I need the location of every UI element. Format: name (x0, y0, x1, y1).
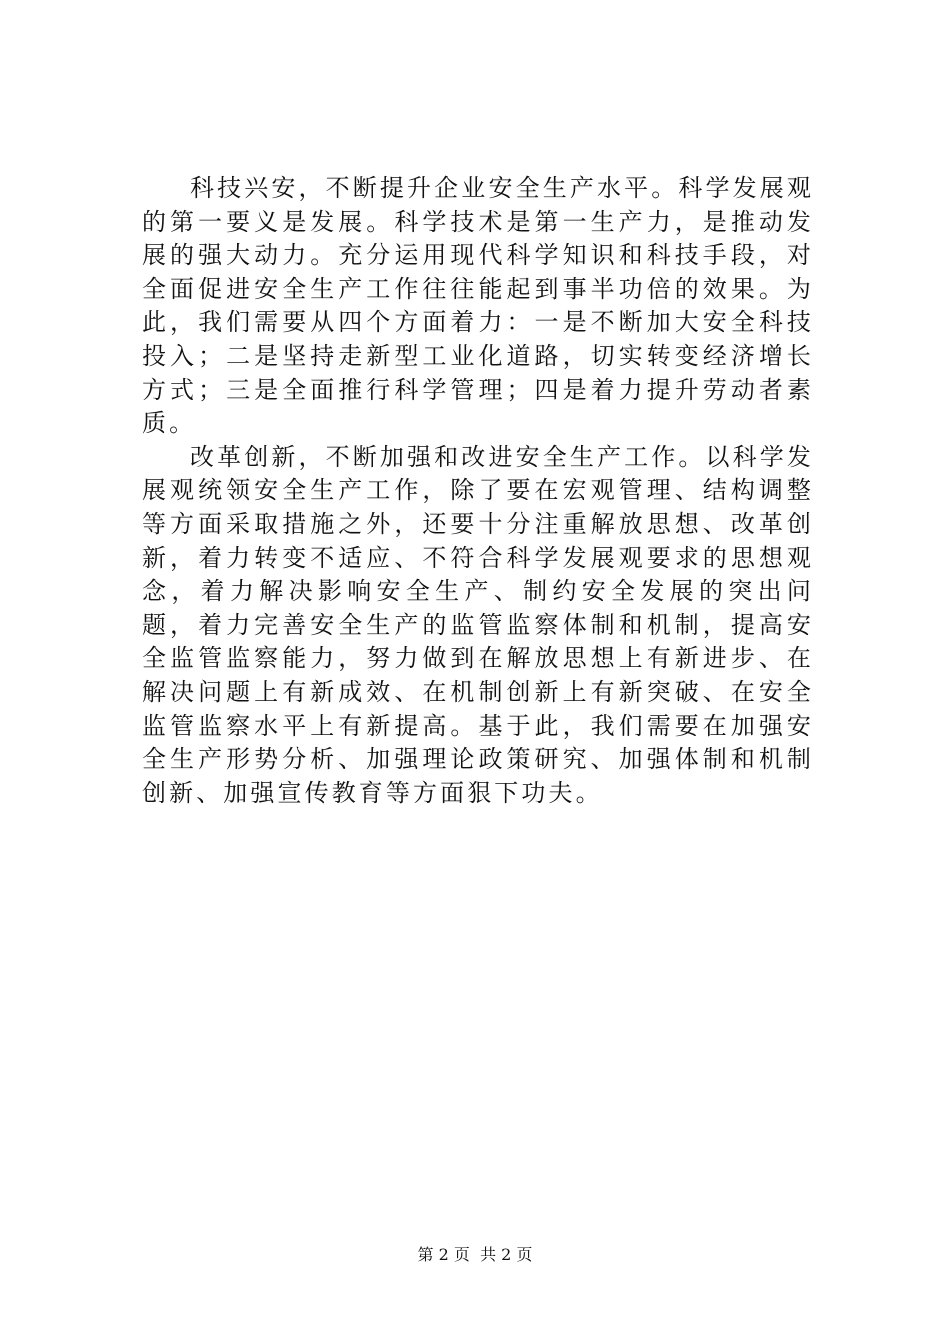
page-footer (0, 1244, 950, 1266)
paragraph-reform-innovation: 改革创新，不断加强和改进安全生产工作。以科学发展观统领安全生产工作，除了要在宏观管理、结构调整等方面采取措施之外，还要十分注重解放思想、改革创新，着力转变不适应、不符合科学发展观要求的思想观念，着力解决影响安全生产、制约安全发展的突出问题，着力完善安全生产的监管监察体制和机制，提高安全监管监察能力，努力做到在解放思想上有新进步、在解决问题上有新成效、在机制创新上有新突破、在安全监管监察水平上有新提高。基于此，我们需要在加强安全生产形势分析、加强理论政策研究、加强体制和机制创新、加强宣传教育等方面狠下功夫。 (142, 442, 814, 807)
page-number-label: 第 2 页 共 2 页 (417, 1245, 533, 1264)
document-body (142, 172, 814, 810)
paragraph-science-safety: 科技兴安，不断提升企业安全生产水平。科学发展观的第一要义是发展。科学技术是第一生产力，是推动发展的强大动力。充分运用现代科学知识和科技手段，对全面促进安全生产工作往往能起到事半功倍的效果。为此，我们需要从四个方面着力：一是不断加大安全科技投入；二是坚持走新型工业化道路，切实转变经济增长方式；三是全面推行科学管理；四是着力提升劳动者素质。 (142, 174, 814, 438)
